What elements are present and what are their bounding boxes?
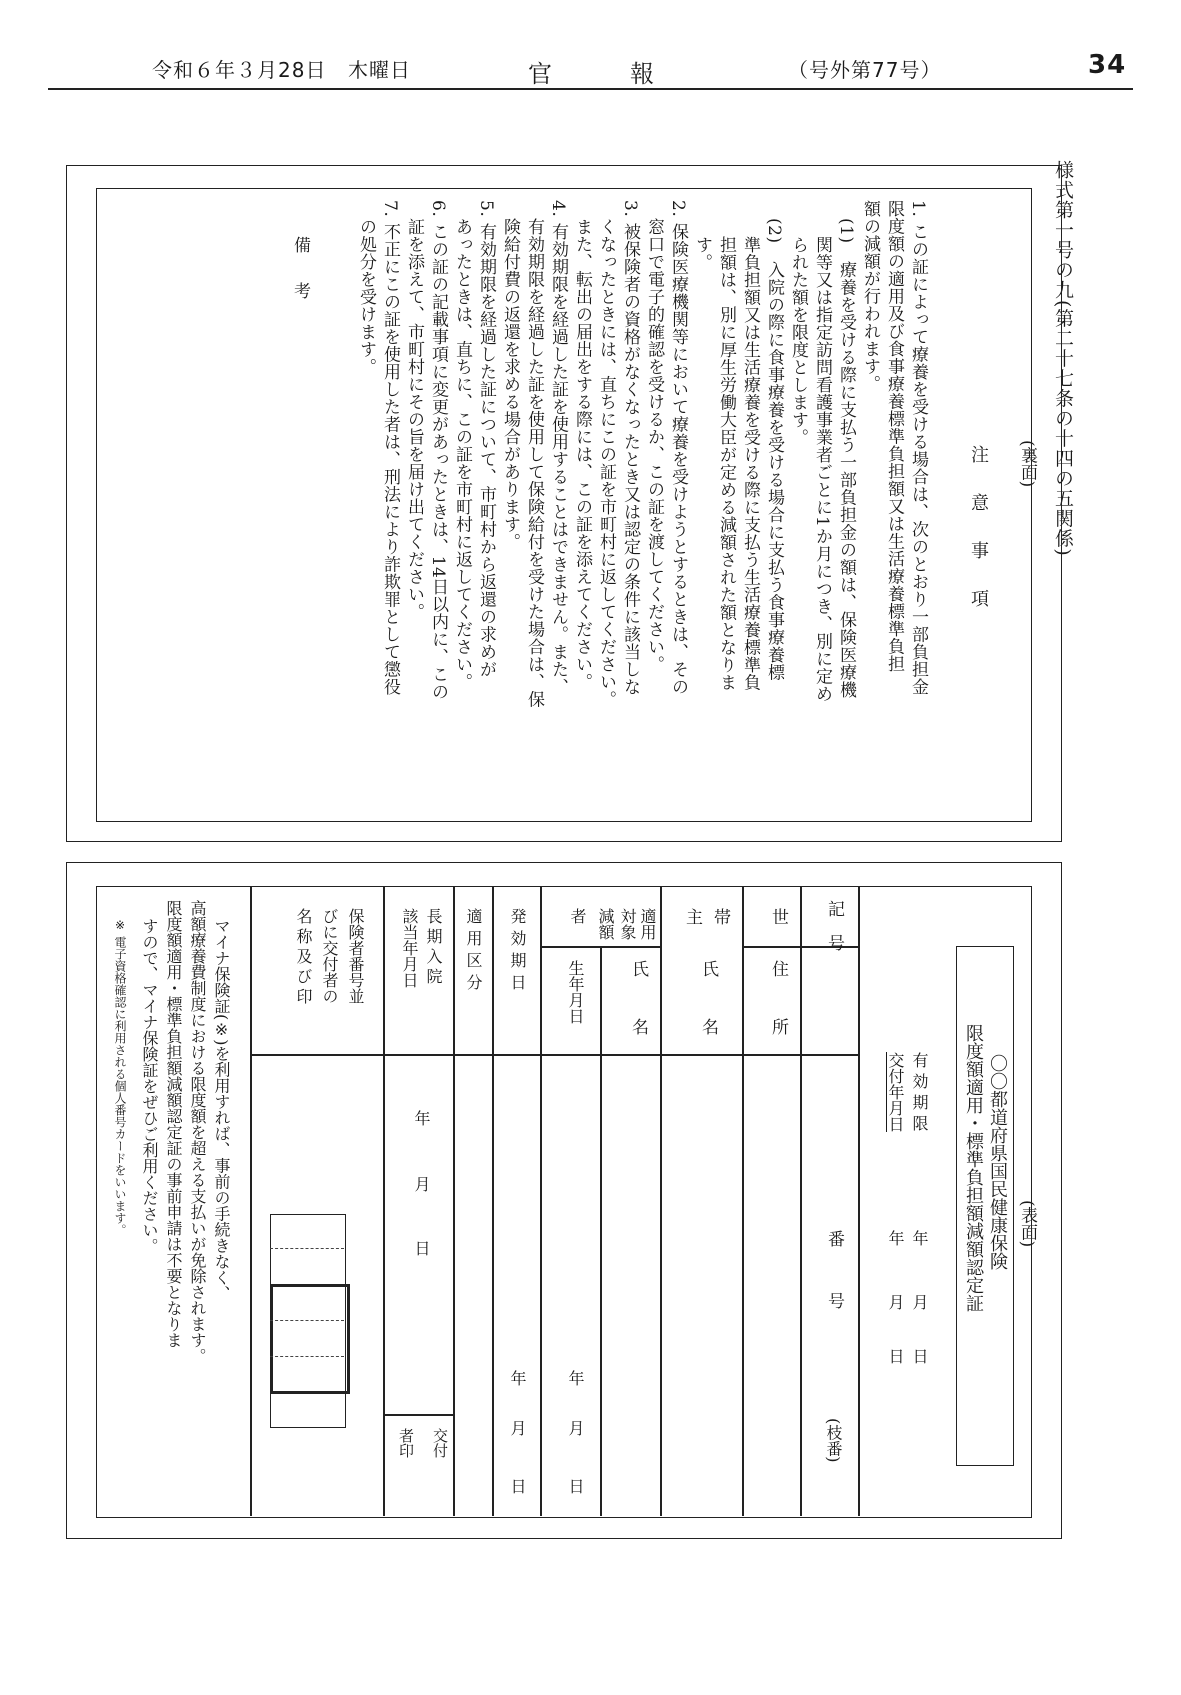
row-line	[540, 886, 542, 1516]
hakkou-d: 日	[508, 1478, 527, 1494]
note-line: 7. 不正にこの証を使用した者は、刑法により詐欺罪として懲役	[380, 200, 400, 696]
paper-name: 官 報	[528, 60, 664, 88]
note-line: す。	[692, 236, 712, 271]
row-line	[250, 886, 252, 1516]
issued-m: 月	[886, 1294, 905, 1310]
issued-label: 交付年月日	[886, 1052, 905, 1132]
note-line: 証を添えて、市町村にその旨を届け出てください。	[404, 218, 424, 621]
seinen-label: 生年月日	[566, 960, 585, 1024]
note-line: 限度額の適用及び食事療養標準負担額又は生活療養標準負担	[884, 200, 904, 673]
taishou-label: 対象	[618, 908, 637, 940]
inkan-label-1: 交付	[431, 1428, 449, 1458]
card-title-2: 限度額適用・標準負担額減額認定証	[963, 1024, 984, 1312]
notes-heading: 注 意 事 項	[968, 445, 989, 613]
hoken-label-2: びに交付者の	[320, 908, 339, 1004]
expiry-y: 年	[910, 1230, 929, 1246]
shimei-label: 氏 名	[698, 960, 718, 1047]
issued-y: 年	[886, 1230, 905, 1246]
expiry-d: 日	[910, 1348, 929, 1364]
expiry-label: 有効期限	[910, 1052, 929, 1136]
note-line: あったときは、直ちに、この証を市町村に返してください。	[452, 218, 472, 691]
note-line: られた額を限度とします。	[788, 236, 808, 446]
front-label: (表面)	[1017, 1200, 1037, 1248]
hakkou-label: 発効期日	[508, 908, 527, 996]
note-line: 4. 有効期限を経過した証を使用することはできません。また、	[548, 200, 568, 696]
note-line: 額の減額が行われます。	[860, 200, 880, 393]
branch-label: (枝番)	[824, 1418, 843, 1463]
sha-label: 者	[568, 908, 587, 924]
gen-label: 減額	[596, 908, 615, 940]
page-number: 34	[1088, 50, 1127, 80]
stamp-inner	[270, 1284, 350, 1394]
note-line: 険給付費の返還を求める場合があります。	[500, 218, 520, 551]
footnote-2: 高額療養費制度における限度額を超える支払いが免除されます。	[188, 900, 207, 1364]
row-line	[492, 886, 494, 1516]
kubun-label: 適用区分	[464, 908, 483, 996]
footnote-4: すので、マイナ保険証をぜひご利用ください。	[140, 918, 159, 1254]
hoken-label-1: 保険者番号並	[346, 908, 365, 1004]
header-rule	[48, 88, 1133, 90]
note-line: (2) 入院の際に食事療養を受ける場合に支払う食事療養標	[764, 218, 784, 682]
seinen-y: 年	[566, 1370, 585, 1386]
issue-date: 令和６年３月28日	[152, 58, 327, 82]
kigou-label: 記 号	[824, 900, 844, 951]
remarks-label: 備 考	[290, 236, 310, 305]
setai-label: 世	[768, 908, 788, 925]
note-line: の処分を受けます。	[356, 218, 376, 376]
footnote-5: ※ 電子資格確認に利用される個人番号カードをいいます。	[113, 918, 127, 1236]
stamp-dash	[270, 1248, 344, 1249]
note-line: 準負担額又は生活療養を受ける際に支払う生活療養標準負	[740, 236, 760, 691]
stamp-dash	[270, 1356, 344, 1357]
card-title-1: 〇〇都道府県国民健康保険	[987, 1054, 1008, 1270]
note-line: 有効期限を経過した証を使用して保険給付を受けた場合は、保	[524, 218, 544, 708]
note-line: 担額は、別に厚生労働大臣が定める減額された額となりま	[716, 236, 736, 691]
form-title: 様式第一号の九(第二十七条の十四の五関係)	[1052, 160, 1074, 557]
inkan-label-2: 者印	[397, 1428, 415, 1458]
note-line: 関等又は指定訪問看護事業者ごとに1か月につき、別に定め	[812, 236, 832, 703]
note-line: 窓口で電子的確認を受けるか、この証を渡してください。	[644, 218, 664, 673]
row-line	[858, 886, 860, 1516]
stamp-dash	[270, 1320, 344, 1321]
note-line: 1. この証によって療養を受ける場合は、次のとおり一部負担金	[908, 200, 928, 696]
note-line: また、転出の届出をする際には、この証を添えてください。	[572, 218, 592, 691]
note-line: くなったときには、直ちにこの証を市町村に返してください。	[596, 218, 616, 708]
juusho-divider	[742, 1054, 800, 1056]
footnote-3: 限度額適用・標準負担額減額認定証の事前申請は不要となりま	[164, 900, 183, 1348]
inkan-box-mid	[418, 1414, 453, 1416]
taishou-mid	[600, 946, 602, 1516]
row-line	[660, 886, 662, 1516]
seinen-m: 月	[566, 1420, 585, 1436]
chouki-y: 年	[412, 1110, 431, 1126]
footnote-1: マイナ保険証(※)を利用すれば、事前の手続きなく、	[212, 918, 231, 1302]
issue-number: （号外第77号）	[788, 58, 942, 82]
seinen-d: 日	[566, 1478, 585, 1494]
note-line: 5. 有効期限を経過した証について、市町村から返還の求めが	[476, 200, 496, 679]
row-line	[383, 886, 385, 1516]
chouki-d: 日	[412, 1240, 431, 1256]
weekday: 木曜日	[348, 58, 411, 82]
bangou-label: 番 号	[824, 1230, 844, 1323]
chouki-m: 月	[412, 1176, 431, 1192]
row-line	[453, 886, 455, 1516]
note-line: (1) 療養を受ける際に支払う一部負担金の額は、保険医療機	[836, 218, 856, 699]
tai-label: 帯	[710, 908, 730, 925]
tekiyou-label: 適用	[638, 908, 657, 940]
row-line	[800, 886, 802, 1516]
hakkou-y: 年	[508, 1370, 527, 1386]
note-line: 3. 被保険者の資格がなくなったとき又は認定の条件に該当しな	[620, 200, 640, 696]
chouki-label-2: 該当年月日	[400, 908, 419, 988]
hakkou-m: 月	[508, 1420, 527, 1436]
hoken-label-3: 名称及び印	[294, 908, 313, 1008]
juusho-label: 住 所	[768, 960, 788, 1047]
note-line: 2. 保険医療機関等において療養を受けようとするときは、その	[668, 200, 688, 696]
page-header	[48, 48, 1133, 88]
row-line	[742, 886, 744, 1516]
expiry-m: 月	[910, 1294, 929, 1310]
back-label: (裏面)	[1017, 440, 1037, 488]
taishou-shimei-label: 氏 名	[628, 960, 648, 1047]
note-line: 6. この証の記載事項に変更があったときは、14日以内に、この	[428, 200, 448, 701]
nushi-label: 主	[682, 908, 702, 925]
chouki-label-1: 長期入院	[424, 908, 443, 988]
issued-d: 日	[886, 1348, 905, 1364]
